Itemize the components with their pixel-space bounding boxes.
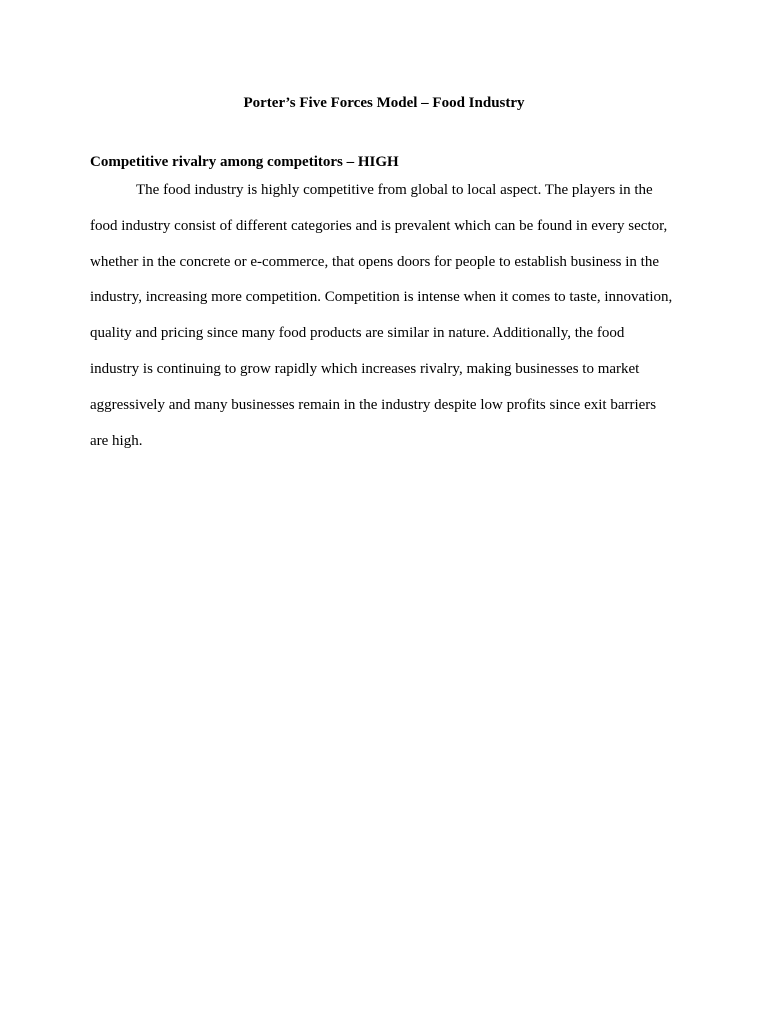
paragraph-line: The food industry is highly competitive from global to local aspect. The players in the: [136, 182, 653, 198]
paragraph-line: quality and pricing since many food products are similar in nature. Additionally, the food: [90, 325, 625, 342]
section-competitive-rivalry: [90, 152, 680, 466]
document-title: Porter’s Five Forces Model – Food Industry: [243, 95, 525, 111]
paragraph-line: food industry consist of different categories and is prevalent which can be found in every sector,: [90, 217, 668, 234]
paragraph-line: are high.: [90, 432, 143, 449]
paragraph-line: industry is continuing to grow rapidly which increases rivalry, making businesses to market: [90, 360, 640, 377]
paragraph-line: aggressively and many businesses remain in the industry despite low profits since exit barriers: [90, 396, 657, 413]
paragraph-line: industry, increasing more competition. Competition is intense when it comes to taste, innovation,: [90, 289, 673, 306]
paragraph-line: whether in the concrete or e-commerce, that opens doors for people to establish business in the: [90, 253, 659, 270]
section-heading: Competitive rivalry among competitors – HIGH: [90, 154, 399, 170]
